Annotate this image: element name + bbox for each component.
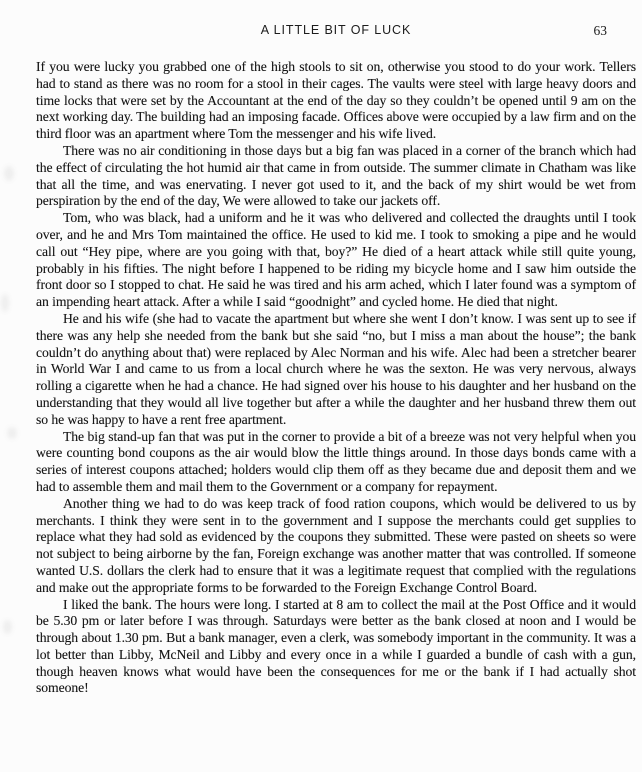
page-header — [36, 22, 636, 40]
paragraph-1: If you were lucky you grabbed one of the high stools to sit on, otherwise you stood to do your work. Tellers had to stand as there was no room for a stool in their cages. The vaults were steel with large heavy doors and time locks that were set by the Accountant at the end of the day so they couldn’t be opened until 9 am on the next working day. The building had an imposing facade. Offices above were occupied by a law firm and on the third floor was an apartment where Tom the messenger and his wife lived. — [36, 59, 636, 142]
scan-smudge — [1, 294, 9, 312]
scan-smudge — [7, 427, 17, 439]
running-head-title: A LITTLE BIT OF LUCK — [260, 23, 412, 37]
paragraph-5: The big stand-up fan that was put in the corner to provide a bit of a breeze was not very helpful when you were counting bond coupons as the air would blow the little things around. In those days bonds came with a series of interest coupons attached; holders would clip them off as they became due and deposit them and we had to assemble them and mail them to the Government or a company for repayment. — [36, 428, 636, 494]
page-body — [36, 59, 636, 697]
scan-smudge — [4, 166, 14, 181]
page-number: 63 — [593, 23, 607, 38]
paragraph-4: He and his wife (she had to vacate the apartment but where she went I don’t know. I was sent up to see if there was any help she needed from the bank but she said “no, but I miss a man about the house”; the bank couldn’t do anything about that) were replaced by Alec Norman and his wife. Alec had been a stretcher bearer in World War I and came to us from a local church where he was the sexton. He was very nervous, always rolling a cigarette when he had a chance. He had signed over his house to his daughter and her husband on the understanding that they would all live together but after a while the daughter and her husband threw them out so he was happy to have a rent free apartment. — [36, 310, 636, 427]
paragraph-6: Another thing we had to do was keep track of food ration coupons, which would be delivered to us by merchants. I think they were sent in to the government and I suppose the merchants could get supplies to replace what they had sold as evidenced by the coupons they submitted. These were pasted on sheets so were not subject to being airborne by the fan, Foreign exchange was another matter that was controlled. If someone wanted U.S. dollars the clerk had to ensure that it was a legitimate request that complied with the regulations and make out the appropriate forms to be forwarded to the Foreign Exchange Control Board. — [36, 495, 636, 595]
scan-smudge — [3, 620, 12, 634]
paragraph-2: There was no air conditioning in those days but a big fan was placed in a corner of the branch which had the effect of circulating the hot humid air that came in from outside. The summer climate in Chatham was like that all the time, and was enervating. I never got used to it, and the back of my shirt would be wet from perspiration by the end of the day, We were allowed to take our jackets off. — [36, 142, 636, 209]
paragraph-7: I liked the bank. The hours were long. I started at 8 am to collect the mail at the Post Office and it would be 5.30 pm or later before I was through. Saturdays were better as the bank closed at noon and I would be through about 1.30 pm. But a bank manager, even a clerk, was somebody important in the community. It was a lot better than Libby, McNeil and Libby and every once in a while I guarded a bundle of cash with a gun, though heaven knows what would have been the consequences for me or the bank if I had actually shot someone! — [36, 596, 636, 696]
paragraph-3: Tom, who was black, had a uniform and he it was who delivered and collected the draughts until I took over, and he and Mrs Tom maintained the office. He used to kid me. I took to smoking a pipe and he would call out “Hey pipe, where are you going with that, boy?” He died of a heart attack while still quite young, probably in his fifties. The night before I happened to be riding my bicycle home and I saw him outside the front door so I stopped to chat. He said he was tired and his arm ached, which I later found was a symptom of an impending heart attack. After a while I said “goodnight” and cycled home. He died that night. — [36, 210, 636, 310]
